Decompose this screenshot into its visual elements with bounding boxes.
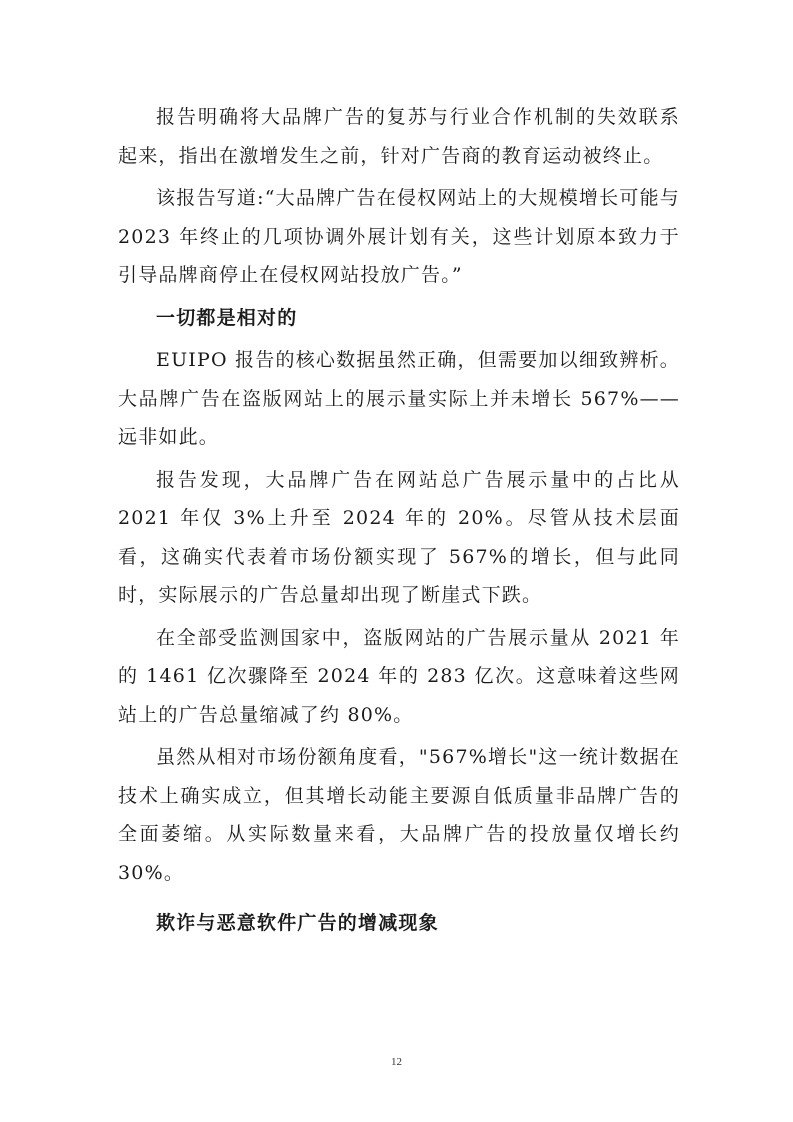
paragraph-5: 在全部受监测国家中，盗版网站的广告展示量从 2021 年的 1461 亿次骤降至 2024 年的 283 亿次。这意味着这些网站上的广告总量缩减了约 80%。 xyxy=(118,626,680,726)
paragraph-2-quote: 该报告写道:“大品牌广告在侵权网站上的大规模增长可能与 2023 年终止的几项协调外展计划有关，这些计划原本致力于引导品牌商停止在侵权网站投放广告。” xyxy=(118,187,680,286)
section-heading-fraud-malware: 欺诈与恶意软件广告的增减现象 xyxy=(156,912,439,934)
section-heading-relative: 一切都是相对的 xyxy=(156,306,298,329)
paragraph-6: 虽然从相对市场份额角度看，"567%增长"这一统计数据在技术上确实成立，但其增长动能主要源自低质量非品牌广告的全面萎缩。从实际数量来看，大品牌广告的投放量仅增长约 30%。 xyxy=(118,746,680,884)
page-number: 12 xyxy=(391,1056,402,1068)
paragraph-3: EUIPO 报告的核心数据虽然正确，但需要加以细致辨析。大品牌广告在盗版网站上的展示量实际上并未增长 567%——远非如此。 xyxy=(118,349,680,448)
paragraph-4: 报告发现，大品牌广告在网站总广告展示量中的占比从 2021 年仅 3%上升至 2024 年的 20%。尽管从技术层面看，这确实代表着市场份额实现了 567%的增长，但与此同时，实际展示的广告总量却出现了断崖式下跌。 xyxy=(118,468,680,606)
paragraph-1: 报告明确将大品牌广告的复苏与行业合作机制的失效联系起来，指出在激增发生之前，针对广告商的教育运动被终止。 xyxy=(118,106,680,167)
document-body xyxy=(118,98,680,943)
